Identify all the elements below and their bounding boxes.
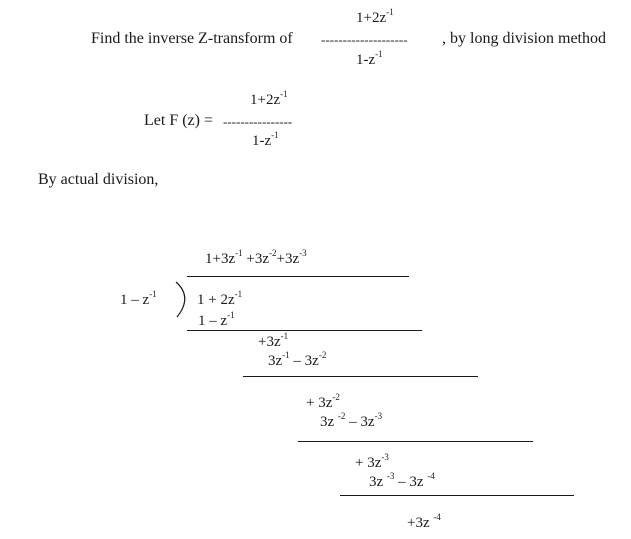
problem-denominator: $1-z^{-1}$ bbox=[356, 49, 383, 68]
step-subtract-3: 3z $^{-2} - 3z^{-3}$ bbox=[320, 411, 383, 430]
step-bar-2 bbox=[243, 376, 478, 377]
problem-numerator: $1+2z^{-1}$ bbox=[356, 7, 394, 26]
problem-prefix: Find the inverse Z-transform of bbox=[91, 30, 293, 47]
step-bar-1 bbox=[187, 330, 422, 331]
let-label: Let F (z) = bbox=[144, 112, 213, 129]
intro-text: By actual division, bbox=[38, 171, 159, 188]
let-numerator: $1+2z^{-1}$ bbox=[250, 89, 288, 108]
divisor: $1 - z^{-1}$ bbox=[120, 289, 157, 308]
problem-fraction-bar: -------------------- bbox=[321, 32, 408, 47]
let-fraction-bar: ---------------- bbox=[223, 114, 293, 129]
step-bar-3 bbox=[298, 441, 533, 442]
dividend: $1 + 2z^{-1}$ bbox=[197, 289, 243, 308]
quotient: $1+3z^{-1} +3z^{-2}+3z^{-3}$ bbox=[205, 248, 307, 267]
step-subtract-4: 3z $^{-3}$ – 3z $^{-4}$ bbox=[369, 471, 435, 490]
problem-suffix: , by long division method bbox=[442, 30, 606, 47]
step-remainder-1: $+3z^{-1}$ bbox=[258, 331, 289, 350]
let-denominator: $1-z^{-1}$ bbox=[252, 130, 279, 149]
step-remainder-2: + $3z^{-2}$ bbox=[306, 392, 340, 411]
final-remainder: +3z $^{-4}$ bbox=[407, 512, 441, 531]
step-remainder-3: + $3z^{-3}$ bbox=[355, 452, 389, 471]
step-subtract-1: $1 - z^{-1}$ bbox=[198, 310, 235, 329]
step-bar-4 bbox=[340, 495, 574, 496]
step-subtract-2: $3z^{-1} - 3z^{-2}$ bbox=[268, 350, 327, 369]
